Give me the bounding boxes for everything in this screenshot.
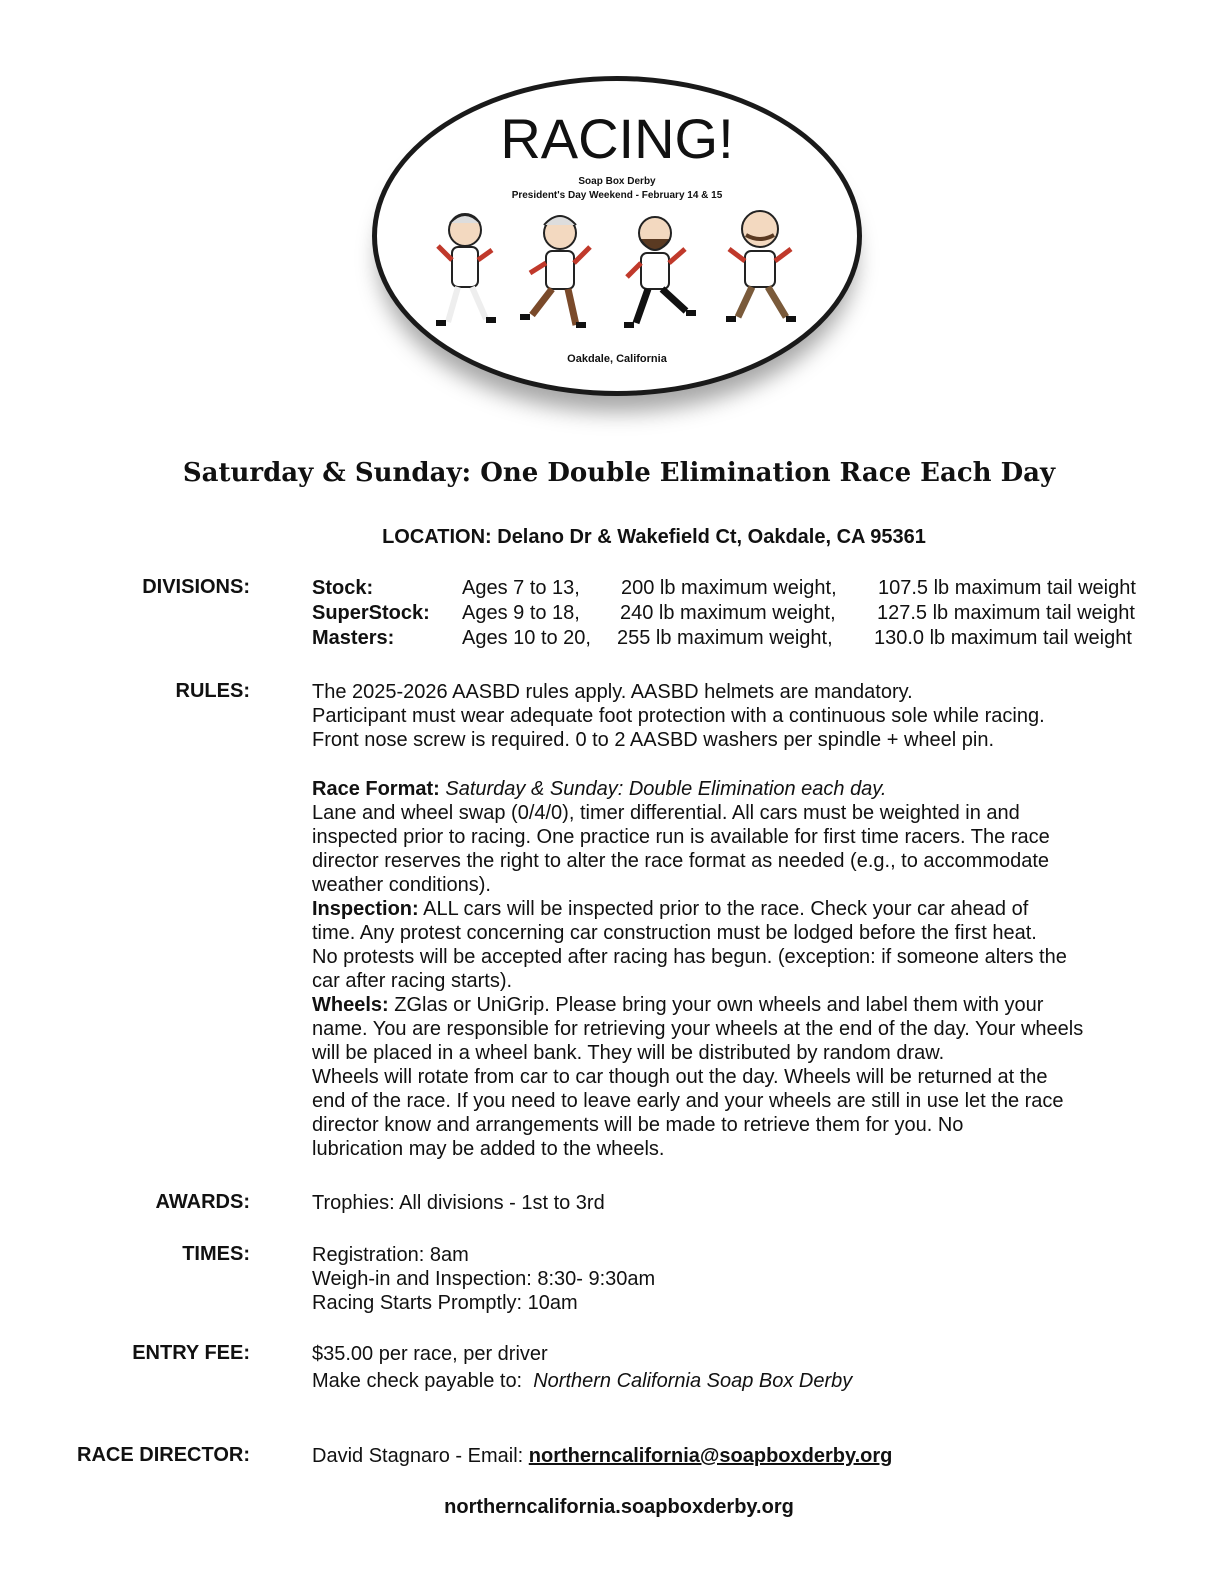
division-ages: Ages 9 to 18, <box>462 602 580 624</box>
inspection-line: time. Any protest concerning car construction must be lodged before the first heat. <box>312 922 1037 944</box>
entry-fee-block <box>312 1342 852 1393</box>
division-weight: 240 lb maximum weight, <box>620 602 836 624</box>
rules-line: Participant must wear adequate foot protection with a continuous sole while racing. <box>312 705 1045 727</box>
division-name: Masters: <box>312 627 395 649</box>
location-line: LOCATION: Delano Dr & Wakefield Ct, Oakdale, CA 95361 <box>382 526 926 548</box>
division-name: SuperStock: <box>312 602 430 624</box>
wheels-line: end of the race. If you need to leave early and your wheels are still in use let the race <box>312 1090 1064 1112</box>
division-weight: 255 lb maximum weight, <box>617 627 833 649</box>
wheels-line: director know and arrangements will be made to retrieve them for you. No <box>312 1114 964 1136</box>
division-tail-weight: 130.0 lb maximum tail weight <box>874 627 1132 649</box>
logo-title: RACING! <box>500 107 734 170</box>
division-ages: Ages 10 to 20, <box>462 627 591 649</box>
race-format-summary: Saturday & Sunday: Double Elimination each day. <box>445 778 887 800</box>
wheels-line: will be placed in a wheel bank. They will be distributed by random draw. <box>312 1042 945 1064</box>
race-format-heading <box>312 777 1182 801</box>
logo-location: Oakdale, California <box>567 353 667 365</box>
entry-fee-amount: $35.00 per race, per driver <box>312 1343 548 1365</box>
awards-label: AWARDS: <box>155 1191 250 1213</box>
times-line: Racing Starts Promptly: 10am <box>312 1292 578 1314</box>
wheels-first-line: ZGlas or UniGrip. Please bring your own wheels and label them with your <box>394 994 1044 1016</box>
rules-line: The 2025-2026 AASBD rules apply. AASBD helmets are mandatory. <box>312 681 913 703</box>
division-ages: Ages 7 to 13, <box>462 577 580 599</box>
race-format-line: weather conditions). <box>312 874 491 896</box>
headline: Saturday & Sunday: One Double Elimination Race Each Day <box>182 458 1056 488</box>
awards-text: Trophies: All divisions - 1st to 3rd <box>312 1192 605 1214</box>
entry-fee-label: ENTRY FEE: <box>132 1342 250 1364</box>
inspection-line: No protests will be accepted after racing has begun. (exception: if someone alters the <box>312 946 1067 968</box>
division-weight: 200 lb maximum weight, <box>621 577 837 599</box>
division-tail-weight: 127.5 lb maximum tail weight <box>877 602 1135 624</box>
wheels-label: Wheels: <box>312 994 389 1016</box>
payable-to-prefix: Make check payable to: <box>312 1370 534 1392</box>
race-format-line: inspected prior to racing. One practice run is available for first time racers. The race <box>312 826 1050 848</box>
payable-to-line <box>312 1369 852 1393</box>
race-director-line <box>312 1444 892 1468</box>
division-name: Stock: <box>312 577 374 599</box>
division-tail-weight: 107.5 lb maximum tail weight <box>878 577 1136 599</box>
payable-to-name: Northern California Soap Box Derby <box>533 1370 853 1392</box>
wheels-line: Wheels will rotate from car to car though out the day. Wheels will be returned at the <box>312 1066 1048 1088</box>
footer-website: northerncalifornia.soapboxderby.org <box>444 1496 794 1518</box>
racer-figure <box>624 217 696 325</box>
times-label: TIMES: <box>182 1243 250 1265</box>
inspection-heading <box>312 897 1182 921</box>
race-format-line: director reserves the right to alter the race format as needed (e.g., to accommodate <box>312 850 1050 872</box>
times-line: Weigh-in and Inspection: 8:30- 9:30am <box>312 1268 656 1290</box>
rules-block <box>312 680 1182 1161</box>
wheels-line: name. You are responsible for retrieving your wheels at the end of the day. Your wheels <box>312 1018 1084 1040</box>
wheels-heading <box>312 993 1182 1017</box>
racer-figure <box>520 216 590 325</box>
inspection-line: car after racing starts). <box>312 970 513 992</box>
race-format-line: Lane and wheel swap (0/4/0), timer differential. All cars must be weighted in and <box>312 802 1020 824</box>
times-block <box>312 1243 655 1315</box>
race-director-label: RACE DIRECTOR: <box>77 1444 250 1466</box>
rules-line: Front nose screw is required. 0 to 2 AASBD washers per spindle + wheel pin. <box>312 729 995 751</box>
logo-event-date: President's Day Weekend - February 14 & 15 <box>511 190 723 201</box>
racer-figure <box>726 211 796 319</box>
race-format-label: Race Format: <box>312 778 440 800</box>
race-director-name: David Stagnaro - Email: <box>312 1445 529 1467</box>
rules-label: RULES: <box>175 680 250 702</box>
inspection-first-line: ALL cars will be inspected prior to the race. Check your car ahead of <box>423 898 1029 920</box>
racer-figure <box>436 214 496 323</box>
race-director-email-link[interactable]: northerncalifornia@soapboxderby.org <box>528 1445 893 1467</box>
logo-subtitle: Soap Box Derby <box>578 176 656 187</box>
inspection-label: Inspection: <box>312 898 419 920</box>
wheels-line: lubrication may be added to the wheels. <box>312 1138 665 1160</box>
divisions-label: DIVISIONS: <box>142 576 250 598</box>
times-line: Registration: 8am <box>312 1244 469 1266</box>
running-presidents-illustration <box>420 205 820 345</box>
